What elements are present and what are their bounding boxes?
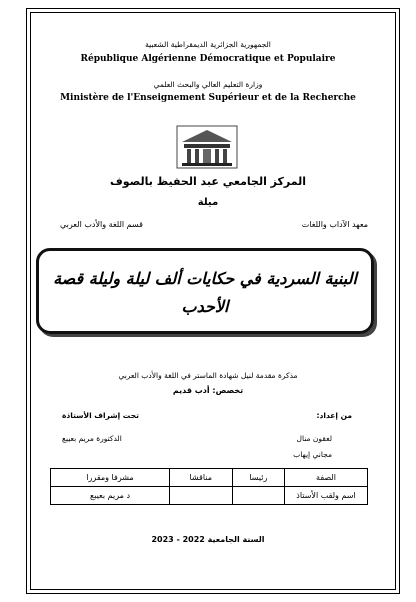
thesis-title-frame [36, 248, 374, 334]
university-logo [176, 124, 238, 170]
city-name: ميلة [197, 197, 219, 208]
department-name: قسم اللغة والأدب العربي [60, 220, 143, 229]
prepared-by-label: من إعداد: [316, 411, 352, 420]
ministry-french: Ministère de l'Enseignement Supérieur et de la Recherche [60, 93, 356, 103]
jury-header-cell: مناقشا [169, 469, 232, 487]
republic-french: République Algérienne Démocratique et Populaire [80, 54, 336, 64]
academic-year: السنة الجامعية 2022 - 2023 [151, 535, 265, 544]
jury-header-cell: الصفة [285, 469, 368, 487]
jury-data-cell: د مريم بعيبع [51, 487, 170, 505]
jury-data-cell [169, 487, 232, 505]
student-name-2: مجاني إيهاب [293, 450, 332, 459]
jury-header-cell: رئيسا [232, 469, 284, 487]
republic-arabic: الجمهورية الجزائرية الديمقراطية الشعبية [145, 40, 271, 49]
university-center-name: المركز الجامعي عبد الحفيظ بالصوف [109, 175, 307, 188]
specialty: تخصص: أدب قديم [172, 386, 244, 395]
jury-data-cell [232, 487, 284, 505]
jury-header-row [51, 469, 368, 487]
supervisor-name: الدكتورة مريم بعيبع [62, 434, 122, 443]
ministry-arabic: وزارة التعليم العالي والبحث العلمي [153, 80, 263, 89]
jury-data-row [51, 487, 368, 505]
jury-table [50, 468, 368, 505]
thesis-subtitle: مذكرة مقدمة لنيل شهادة الماستر في اللغة والأدب العربي [118, 371, 298, 380]
thesis-title: البنية السردية في حكايات ألف ليلة وليلة قصة الأحدب [53, 269, 357, 316]
student-name-1: لعقون منال [296, 434, 332, 443]
jury-data-cell: اسم ولقب الأستاذ [285, 487, 368, 505]
institute-name: معهد الآداب واللغات [301, 220, 368, 229]
jury-header-cell: مشرفا ومقررا [51, 469, 170, 487]
supervision-label: تحت إشراف الأستاذة [62, 411, 139, 420]
